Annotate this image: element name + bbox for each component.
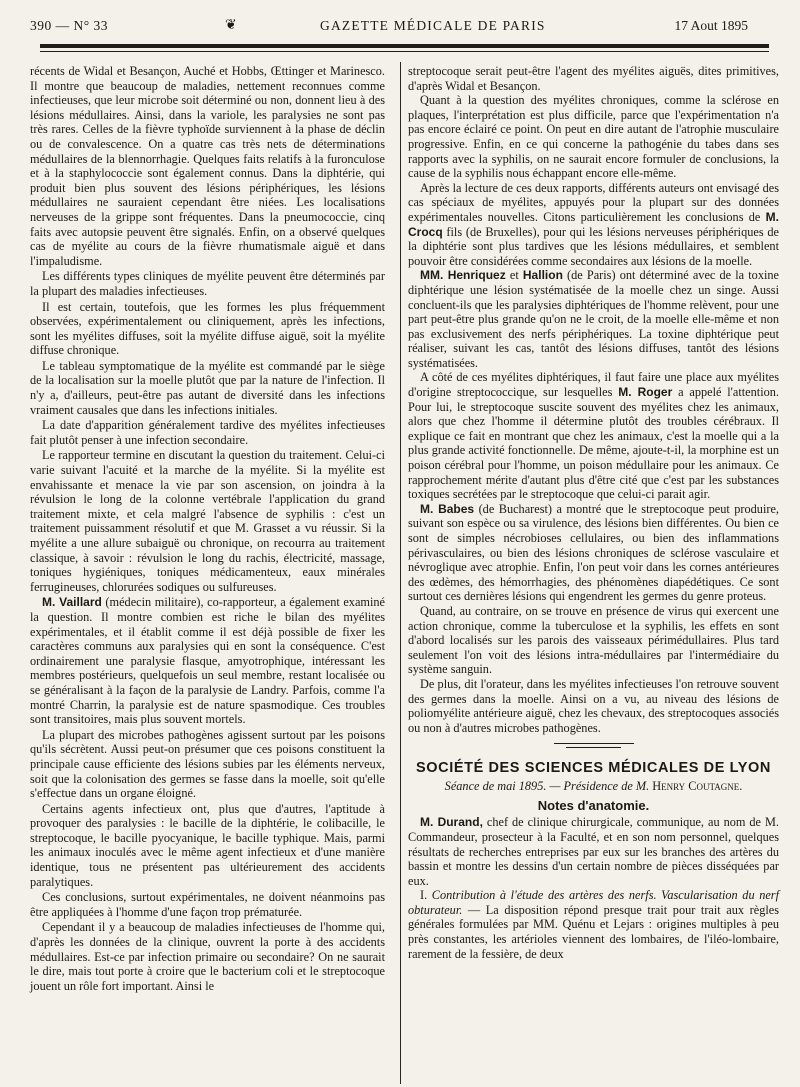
- paragraph: De plus, dit l'orateur, dans les myélites infectieuses l'on retrouve souvent des germes dans la moelle. Ainsi on a vu, au niveau des lésions de poliomyélite antérieure aiguë, chez les chevaux, des streptocoques associés ou non à d'autres microbes pathogènes.: [408, 676, 779, 735]
- paragraph-roger: A côté de ces myélites diphtériques, il faut faire une place aux myélites d'origine streptococcique, sur lesquelles M. Roger a appelé l'attention. Pour lui, le streptocoque suscite souvent des myélites chez les animaux, alors que chez l'homme il détermine plutôt des troubles cérébraux. Il explique ce fait en montrant que chez les animaux, c'est la moelle qui a la plus grande activité fonctionnelle. De même, ajoute-t-il, la morphine est un poison cérébral pour l'homme, un poison médullaire pour les animaux. Ce rapprochement mérite d'autant plus d'être cité que c'est par les substances toxiques secrétées par le streptocoque que celui-ci parait agir.: [408, 370, 779, 502]
- paragraph: récents de Widal et Besançon, Auché et Hobbs, Œttinger et Marinesco. Il montre que beaucoup de maladies, nettement reconnues comme infectieuses, que leur microbe soit déterminé ou non, donnent lieu à des lésions médullaires. Ainsi, dans la variole, les paralysies ne sont pas très rares. Celles de la fièvre typhoïde surviennent à la phase de déclin ou de convalescence. On a quatre cas très nets de déterminations médullaires de la blennorrhagie. Quelques faits relatifs à la furonculose et à la staphylococcie sont également connus. Dans la diphtérie, qui produit bien plus souvent des lésions périphériques, les lésions médullaires ne sauraient cependant être niées. Les localisations nerveuses de la grippe sont fréquentes. Dans la pneumococcie, cinq faits avec autopsie peuvent être signalés. Enfin, on a observé quelques cas de myélite au cours de la fièvre rhumatismale aiguë et dans l'impaludisme.: [30, 64, 385, 268]
- section-separator: [566, 747, 621, 748]
- paragraph: La date d'apparition généralement tardive des myélites infectieuses fait plutôt penser à une infection secondaire.: [30, 418, 385, 447]
- paragraph-henriquez: MM. Henriquez et Hallion (de Paris) ont déterminé avec de la toxine diphtérique une lésion systématisée de la moelle chez un singe. Aussi concluent-ils que les paralysies diphtériques de l'homme relèvent, pour une part peut-être plus grande qu'on ne le croit, de la moelle elle-même et non pas exclusivement des nerfs périphériques. La toxine diphtérique peut réaliser, suivant les cas, tantôt des lésions diffuses, tantôt des lésions systématisées.: [408, 268, 779, 370]
- left-column: [30, 64, 385, 994]
- running-header: [30, 18, 770, 38]
- paragraph: Il est certain, toutefois, que les formes les plus fréquemment observées, expérimentalement ou cliniquement, après les infections, sont les myélites diffuses, soit la myélite diffuse aiguë, soit la myélite diffuse chronique.: [30, 299, 385, 358]
- section-separator: [554, 743, 634, 744]
- paragraph-contribution: I. Contribution à l'étude des artères des nerfs. Vascularisation du nerf obturateur. — La disposition répond presque trait pour trait aux règles générales formulées par MM. Quénu et Lejars : origines multiples à peu près constantes, les artérioles viennent des lombaires, de l'iléo-lombaire, rarement de la fessière, de deux: [408, 888, 779, 961]
- journal-title: GAZETTE MÉDICALE DE PARIS: [320, 18, 546, 33]
- column-divider: [400, 62, 401, 1084]
- paragraph-crocq: Après la lecture de ces deux rapports, différents auteurs ont envisagé des cas spéciaux de myélites, appuyés pour la plupart sur des données expérimentales nouvelles. Citons particulièrement les conclusions de M. Crocq fils (de Bruxelles), pour qui les lésions nerveuses périphériques de la diphtérie sont plus tardives que les lésions médullaires, et semblent pouvoir être considérées comme secondaires aux lésions de la moelle.: [408, 180, 779, 268]
- paragraph: La plupart des microbes pathogènes agissent surtout par les poisons qu'ils sécrètent. Aussi peut-on présumer que ces poisons constituent la principale cause efficiente des lésions subies par les éléments nerveux, soit que la colonisation des germes se fasse dans la moelle, soit qu'elle s'effectue dans un organe éloigné.: [30, 727, 385, 801]
- right-column: [408, 64, 779, 961]
- speaker-name: M. Roger: [618, 385, 673, 400]
- session-line: Séance de mai 1895. — Présidence de M. Henry Coutagne.: [444, 779, 743, 794]
- paragraph: Certains agents infectieux ont, plus que d'autres, l'aptitude à provoquer des paralysies : le bacille de la diphtérie, le colibacille, le streptocoque, le bacille pyocyanique, le bacille typhique. Mais, parmi les animaux inoculés avec le même agent infectieux et d'une manière identique, tous ne présentent pas ultérieurement des accidents paralytiques.: [30, 801, 385, 889]
- paragraph: Cependant il y a beaucoup de maladies infectieuses de l'homme qui, d'après les données de la clinique, ouvrent la porte à des accidents médullaires. Est-ce par infection primaire ou secondaire? On ne saurait le dire, mais tout porte à croire que le bacterium coli et le streptocoque jouent un rôle fort important. Ainsi le: [30, 920, 385, 993]
- header-rule-thin: [40, 51, 769, 52]
- paragraph: streptocoque serait peut-être l'agent des myélites aiguës, dites primitives, d'après Widal et Besançon.: [408, 64, 779, 93]
- subsection-heading: Notes d'anatomie.: [537, 798, 650, 814]
- paragraph: Le tableau symptomatique de la myélite est commandé par le siège de la localisation sur la moelle plutôt que par la nature de l'infection. Il n'y a, d'ailleurs, peut-être pas autant de diversité dans les infections vraiment causales que dans les infections initiales.: [30, 358, 385, 417]
- section-heading: SOCIÉTÉ DES SCIENCES MÉDICALES DE LYON: [415, 760, 772, 777]
- issue-date: 17 Aout 1895: [674, 18, 748, 33]
- paragraph: Quand, au contraire, on se trouve en présence de virus qui exercent une action chronique, comme la tuberculose et la syphilis, les effets en sont d'abord localisés sur les parois des vaisseaux périmédullaires. Plus tard seulement l'on voit des lésions intra-médullaires par l'intermédiaire du système sanguin.: [408, 603, 779, 677]
- speaker-name: Hallion: [522, 268, 563, 283]
- paragraph-babes: M. Babes (de Bucharest) a montré que le streptocoque peut produire, suivant son espèce ou sa virulence, des lésions bien différentes. Ou bien ce sont de simples nécrobioses cellulaires, ou bien des inflammations périvasculaires, ou bien des lésions chroniques de sclérose vasculaire et névroglique avec atrophie. Enfin, l'on peut voir dans les cornes antérieures des œdèmes, des hémorrhagies, des phénomènes diapédétiques. Ce sont surtout ces dernières lésions qui engendrent les germes du genre proteus.: [408, 501, 779, 604]
- paragraph-durand: M. Durand, chef de clinique chirurgicale, communique, au nom de M. Commandeur, prosecteur à la Faculté, et en son nom personnel, quelques résultats de recherches entreprises par eux sur les branches des artères du bassin et montre les dessins d'un certain nombre de pièces disséquées par eux.: [408, 815, 779, 888]
- paragraph: Le rapporteur termine en discutant la question du traitement. Celui-ci varie suivant l'acuité et la marche de la myélite. Si la myélite est envahissante et menace la vie par son ascension, on joindra à la révulsion le long de la colonne vertébrale l'application du grand traitement mixte, et cela malgré l'absence de syphilis : c'est un traitement puissamment résolutif et que M. Grasset a vu réussir. Si la myélite a une allure subaiguë ou chronique, on recourra au traitement classique, à savoir : révulsion le long du rachis, électricité, massage, toniques hygiéniques, toniques médicamenteux, eaux minérales ferrugineuses, chlorurées sodiques ou sulfureuses.: [30, 448, 385, 594]
- speaker-name: M. Vaillard: [42, 595, 102, 610]
- leaf-ornament-icon: ❦: [225, 18, 237, 33]
- speaker-name: M. Babes: [420, 501, 475, 516]
- paragraph-vaillard: M. Vaillard (médecin militaire), co-rapporteur, a également examiné la question. Il montre combien est riche le bilan des myélites expérimentales, et il établit comme il est déjà possible de fixer les caractères communs aux paralysies qui en sont la conséquence. C'est ordinairement une paralysie flasque, amyotrophique, intéressant les membres postérieurs, quelquefois un seul membre, restant localisée ou se généralisant à la façon de la paralysie de Landry. Parfois, comme l'a montré Charrin, la paralysie est de nature spasmodique. Ces troubles sont transitoires, mais plus souvent mortels.: [30, 595, 385, 727]
- header-rule-thick: [40, 44, 769, 48]
- president-name: Henry Coutagne.: [652, 779, 743, 794]
- speaker-name: M. Durand,: [420, 815, 483, 830]
- paragraph: Les différents types cliniques de myélite peuvent être déterminés par la plupart des maladies infectieuses.: [30, 269, 385, 298]
- speaker-name: MM. Henriquez: [420, 268, 506, 283]
- paragraph: Ces conclusions, surtout expérimentales, ne doivent néanmoins pas être appliquées à l'homme d'une façon trop prématurée.: [30, 890, 385, 919]
- paragraph: Quant à la question des myélites chroniques, comme la sclérose en plaques, l'interprétation est plus difficile, parce que l'expérimentation n'a pas encore éclairé ce point. On peut en dire autant de l'atrophie musculaire progressive. Enfin, en ce qui concerne la pathogénie du tabes dans ses rapports avec la syphilis, on ne saurait encore formuler de conclusions, la cause de la syphilis nous échappant encore elle-même.: [408, 93, 779, 181]
- contribution-title: Contribution à l'étude des artères des nerfs. Vascularisation du nerf obturateur.: [408, 888, 779, 917]
- page-number: 390 — N° 33: [30, 18, 109, 33]
- speaker-name: M. Crocq: [408, 209, 779, 239]
